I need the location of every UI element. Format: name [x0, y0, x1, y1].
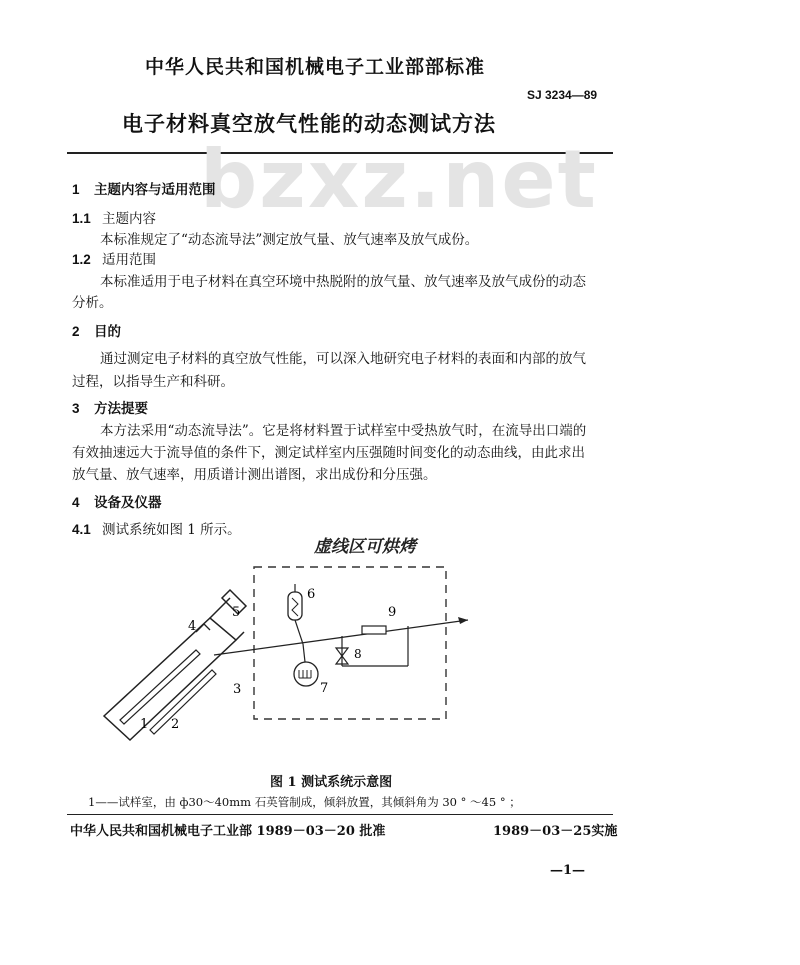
section-1-2-body-line2: 分析。	[72, 295, 113, 311]
section-1-2-heading: 1.2 适用范围	[72, 252, 156, 268]
section-4-heading: 4 设备及仪器	[72, 495, 162, 511]
section-3-body-line1: 本方法采用“动态流导法”。它是将材料置于试样室中受热放气时，在流导出口端的	[100, 423, 587, 439]
label-6: 6	[307, 587, 316, 602]
label-4: 4	[188, 619, 197, 634]
section-2-body-line2: 过程，以指导生产和科研。	[72, 374, 234, 390]
implementation-date: 1989－03－25实施	[493, 824, 618, 839]
watermark: bzxz.net	[200, 133, 598, 226]
vacuum-gauge	[288, 584, 303, 644]
label-1: 1	[140, 717, 149, 732]
flow-arrow	[458, 617, 468, 624]
approval-note: 中华人民共和国机械电子工业部 1989－03－20 批准	[70, 824, 386, 839]
section-3-heading: 3 方法提要	[72, 401, 148, 417]
section-2-heading: 2 目的	[72, 324, 121, 340]
section-3-body-line2: 有效抽速远大于流导值的条件下，测定试样室内压强随时间变化的动态曲线，由此求出	[72, 445, 585, 461]
figure-legend-item-1: 1——试样室，由 ф30～40mm 石英管制成，倾斜放置，其倾斜角为 30 ° ～45 ° ；	[88, 795, 521, 809]
section-3-body-line3: 放气量、放气速率，用质谱计测出谱图，求出成份和分压强。	[72, 467, 437, 483]
figure-caption: 图 1 测试系统示意图	[270, 775, 393, 790]
section-1-2-body-line1: 本标准适用于电子材料在真空环境中热脱附的放气量、放气速率及放气成份的动态	[100, 274, 586, 290]
label-5: 5	[232, 605, 241, 620]
label-8: 8	[354, 647, 362, 661]
conductance-element	[362, 626, 386, 634]
test-system-diagram	[0, 520, 800, 770]
page-number: —1—	[550, 863, 586, 878]
handwritten-note: 虚线区可烘烤	[314, 537, 416, 557]
section-1-1-heading: 1.1 主题内容	[72, 211, 156, 227]
label-7: 7	[320, 681, 329, 696]
section-2-body-line1: 通过测定电子材料的真空放气性能，可以深入地研究电子材料的表面和内部的放气	[100, 351, 586, 367]
standard-authority: 中华人民共和国机械电子工业部部标准	[145, 56, 486, 78]
section-4-1: 4.1 测试系统如图 1 所示。	[72, 522, 241, 538]
mass-spectrometer	[294, 644, 318, 686]
section-1-heading: 1 主题内容与适用范围	[72, 182, 216, 198]
flow-line	[214, 620, 468, 655]
document-title: 电子材料真空放气性能的动态测试方法	[122, 111, 496, 136]
label-3: 3	[233, 682, 242, 697]
label-2: 2	[171, 717, 180, 732]
label-9: 9	[388, 605, 397, 620]
standard-code: SJ 3234—89	[527, 88, 598, 102]
footer-rule	[67, 814, 613, 815]
section-1-1-body: 本标准规定了“动态流导法”测定放气量、放气速率及放气成份。	[100, 232, 479, 248]
bakeable-region-box	[254, 567, 446, 719]
